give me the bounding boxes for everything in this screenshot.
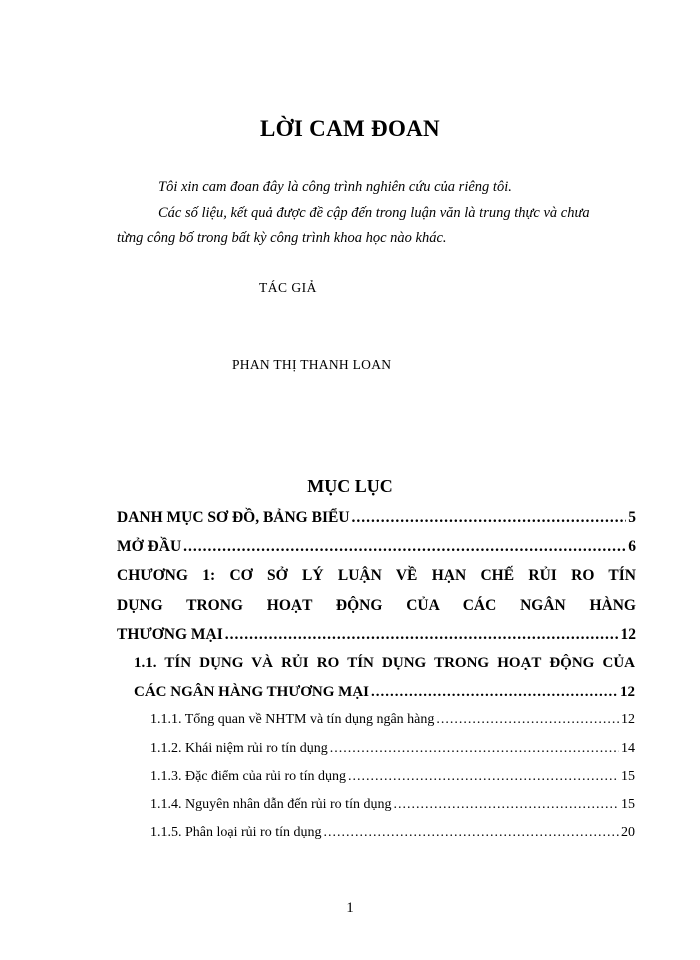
declaration-line-1: Tôi xin cam đoan đây là công trình nghiên cứu của riêng tôi.: [158, 179, 512, 195]
toc-entry-label: 1.1.2. Khái niệm rủi ro tín dụng: [150, 741, 328, 756]
toc-entry-page: 5: [628, 509, 636, 526]
toc-entry-chapter-line-1[interactable]: CHƯƠNG 1: CƠ SỞ LÝ LUẬN VỀ HẠN CHẾ RỦI RO TÍN: [117, 567, 636, 584]
toc-leader-dots: [324, 825, 620, 841]
toc-entry-label: 1.1.3. Đặc điểm của rủi ro tín dụng: [150, 769, 346, 784]
toc-leader-dots: [352, 509, 627, 527]
declaration-title: LỜI CAM ĐOAN: [260, 116, 440, 141]
toc-entry-label: 1.1.5. Phân loại rủi ro tín dụng: [150, 825, 322, 840]
author-name: PHAN THỊ THANH LOAN: [232, 357, 392, 372]
declaration-line-2: Các số liệu, kết quả được đề cập đến trong luận văn là trung thực và chưa: [158, 205, 590, 221]
toc-entry[interactable]: [134, 684, 635, 701]
toc-entry-label: 1.1.4. Nguyên nhân dẫn đến rủi ro tín dụng: [150, 797, 392, 812]
toc-title: MỤC LỤC: [307, 476, 393, 496]
declaration-line-3: từng công bố trong bất kỳ công trình khoa học nào khác.: [117, 230, 447, 246]
toc-entry-page: 12: [620, 684, 635, 700]
toc-entry[interactable]: [150, 825, 635, 841]
toc-leader-dots: [436, 712, 619, 728]
toc-entry-label: DANH MỤC SƠ ĐỒ, BẢNG BIỂU: [117, 509, 350, 526]
toc-entry[interactable]: [117, 509, 636, 527]
toc-entry[interactable]: [117, 538, 636, 556]
toc-entry-chapter-line-2[interactable]: DỤNG TRONG HOẠT ĐỘNG CỦA CÁC NGÂN HÀNG: [117, 597, 636, 614]
toc-entry-page: 20: [621, 825, 635, 840]
toc-entry[interactable]: [150, 797, 635, 813]
toc-entry[interactable]: [117, 626, 636, 644]
toc-entry[interactable]: [150, 741, 635, 757]
toc-leader-dots: [393, 797, 619, 813]
toc-leader-dots: [225, 626, 619, 644]
toc-entry[interactable]: [150, 712, 635, 728]
toc-leader-dots: [183, 538, 626, 556]
toc-entry-label: MỞ ĐẦU: [117, 538, 182, 555]
toc-entry-page: 12: [620, 626, 636, 643]
toc-entry-page: 12: [621, 712, 635, 727]
toc-leader-dots: [348, 769, 619, 785]
toc-entry-page: 14: [621, 741, 635, 756]
page-number: 1: [346, 900, 354, 916]
toc-entry-section-line-1[interactable]: 1.1. TÍN DỤNG VÀ RỦI RO TÍN DỤNG TRONG HOẠT ĐỘNG CỦA: [134, 655, 635, 671]
toc-leader-dots: [371, 684, 618, 701]
toc-entry-label: THƯƠNG MẠI: [117, 626, 223, 643]
toc-entry-label: CÁC NGÂN HÀNG THƯƠNG MẠI: [134, 684, 369, 700]
toc-entry[interactable]: [150, 769, 635, 785]
toc-entry-page: 15: [621, 797, 635, 812]
toc-leader-dots: [330, 741, 619, 757]
toc-entry-label: 1.1.1. Tổng quan về NHTM và tín dụng ngân hàng: [150, 712, 435, 727]
author-label: TÁC GIẢ: [259, 280, 317, 295]
toc-entry-page: 6: [628, 538, 636, 555]
toc-entry-page: 15: [621, 769, 635, 784]
